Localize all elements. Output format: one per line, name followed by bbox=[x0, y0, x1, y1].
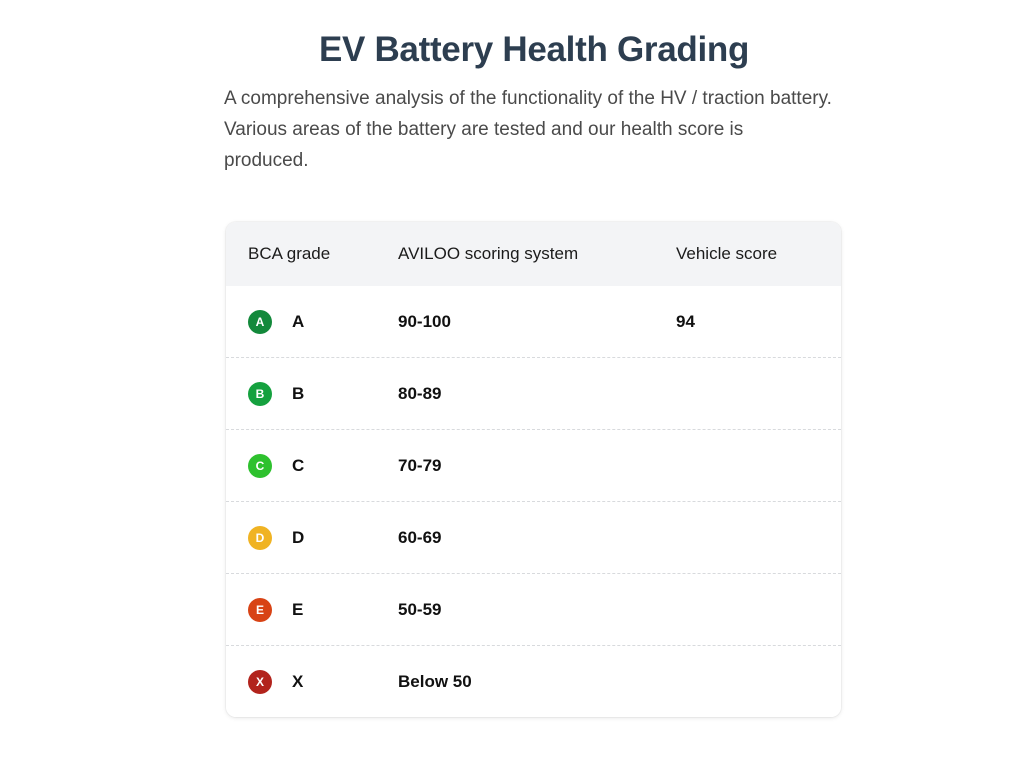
page-title: EV Battery Health Grading bbox=[318, 30, 750, 69]
grade-cell bbox=[226, 310, 398, 334]
table-header-row bbox=[226, 222, 841, 286]
grade-cell bbox=[226, 382, 398, 406]
page-subtitle: A comprehensive analysis of the functionality of the HV / traction battery. Various areas of the battery are tested and our health score is produced. bbox=[224, 88, 832, 171]
score-range: Below 50 bbox=[398, 671, 472, 691]
score-range: 80-89 bbox=[398, 383, 442, 403]
grade-cell bbox=[226, 454, 398, 478]
score-range: 90-100 bbox=[398, 311, 451, 331]
table-row bbox=[226, 430, 841, 502]
grade-label: C bbox=[292, 455, 305, 475]
column-header-vehicle-score: Vehicle score bbox=[676, 244, 778, 263]
column-header-bca-grade: BCA grade bbox=[248, 244, 331, 263]
table-body bbox=[226, 286, 841, 717]
table-row bbox=[226, 574, 841, 646]
grade-badge-icon: D bbox=[248, 526, 272, 550]
table-row bbox=[226, 358, 841, 430]
table-row bbox=[226, 502, 841, 574]
grade-cell bbox=[226, 670, 398, 694]
score-range: 60-69 bbox=[398, 527, 442, 547]
grade-badge-icon: C bbox=[248, 454, 272, 478]
grade-cell bbox=[226, 526, 398, 550]
grade-badge-icon: B bbox=[248, 382, 272, 406]
score-range: 70-79 bbox=[398, 455, 442, 475]
grade-label: B bbox=[292, 383, 305, 403]
grade-badge-icon: A bbox=[248, 310, 272, 334]
grade-label: X bbox=[292, 671, 304, 691]
grade-badge-icon: E bbox=[248, 598, 272, 622]
vehicle-score: 94 bbox=[676, 311, 695, 331]
column-header-aviloo-scoring-system: AVILOO scoring system bbox=[398, 244, 579, 263]
table-row bbox=[226, 646, 841, 717]
grade-label: D bbox=[292, 527, 305, 547]
header-section bbox=[224, 30, 844, 177]
table-row bbox=[226, 286, 841, 358]
grade-cell bbox=[226, 598, 398, 622]
grade-label: E bbox=[292, 599, 304, 619]
grade-label: A bbox=[292, 311, 305, 331]
grading-table bbox=[226, 222, 841, 717]
grade-badge-icon: X bbox=[248, 670, 272, 694]
score-range: 50-59 bbox=[398, 599, 442, 619]
